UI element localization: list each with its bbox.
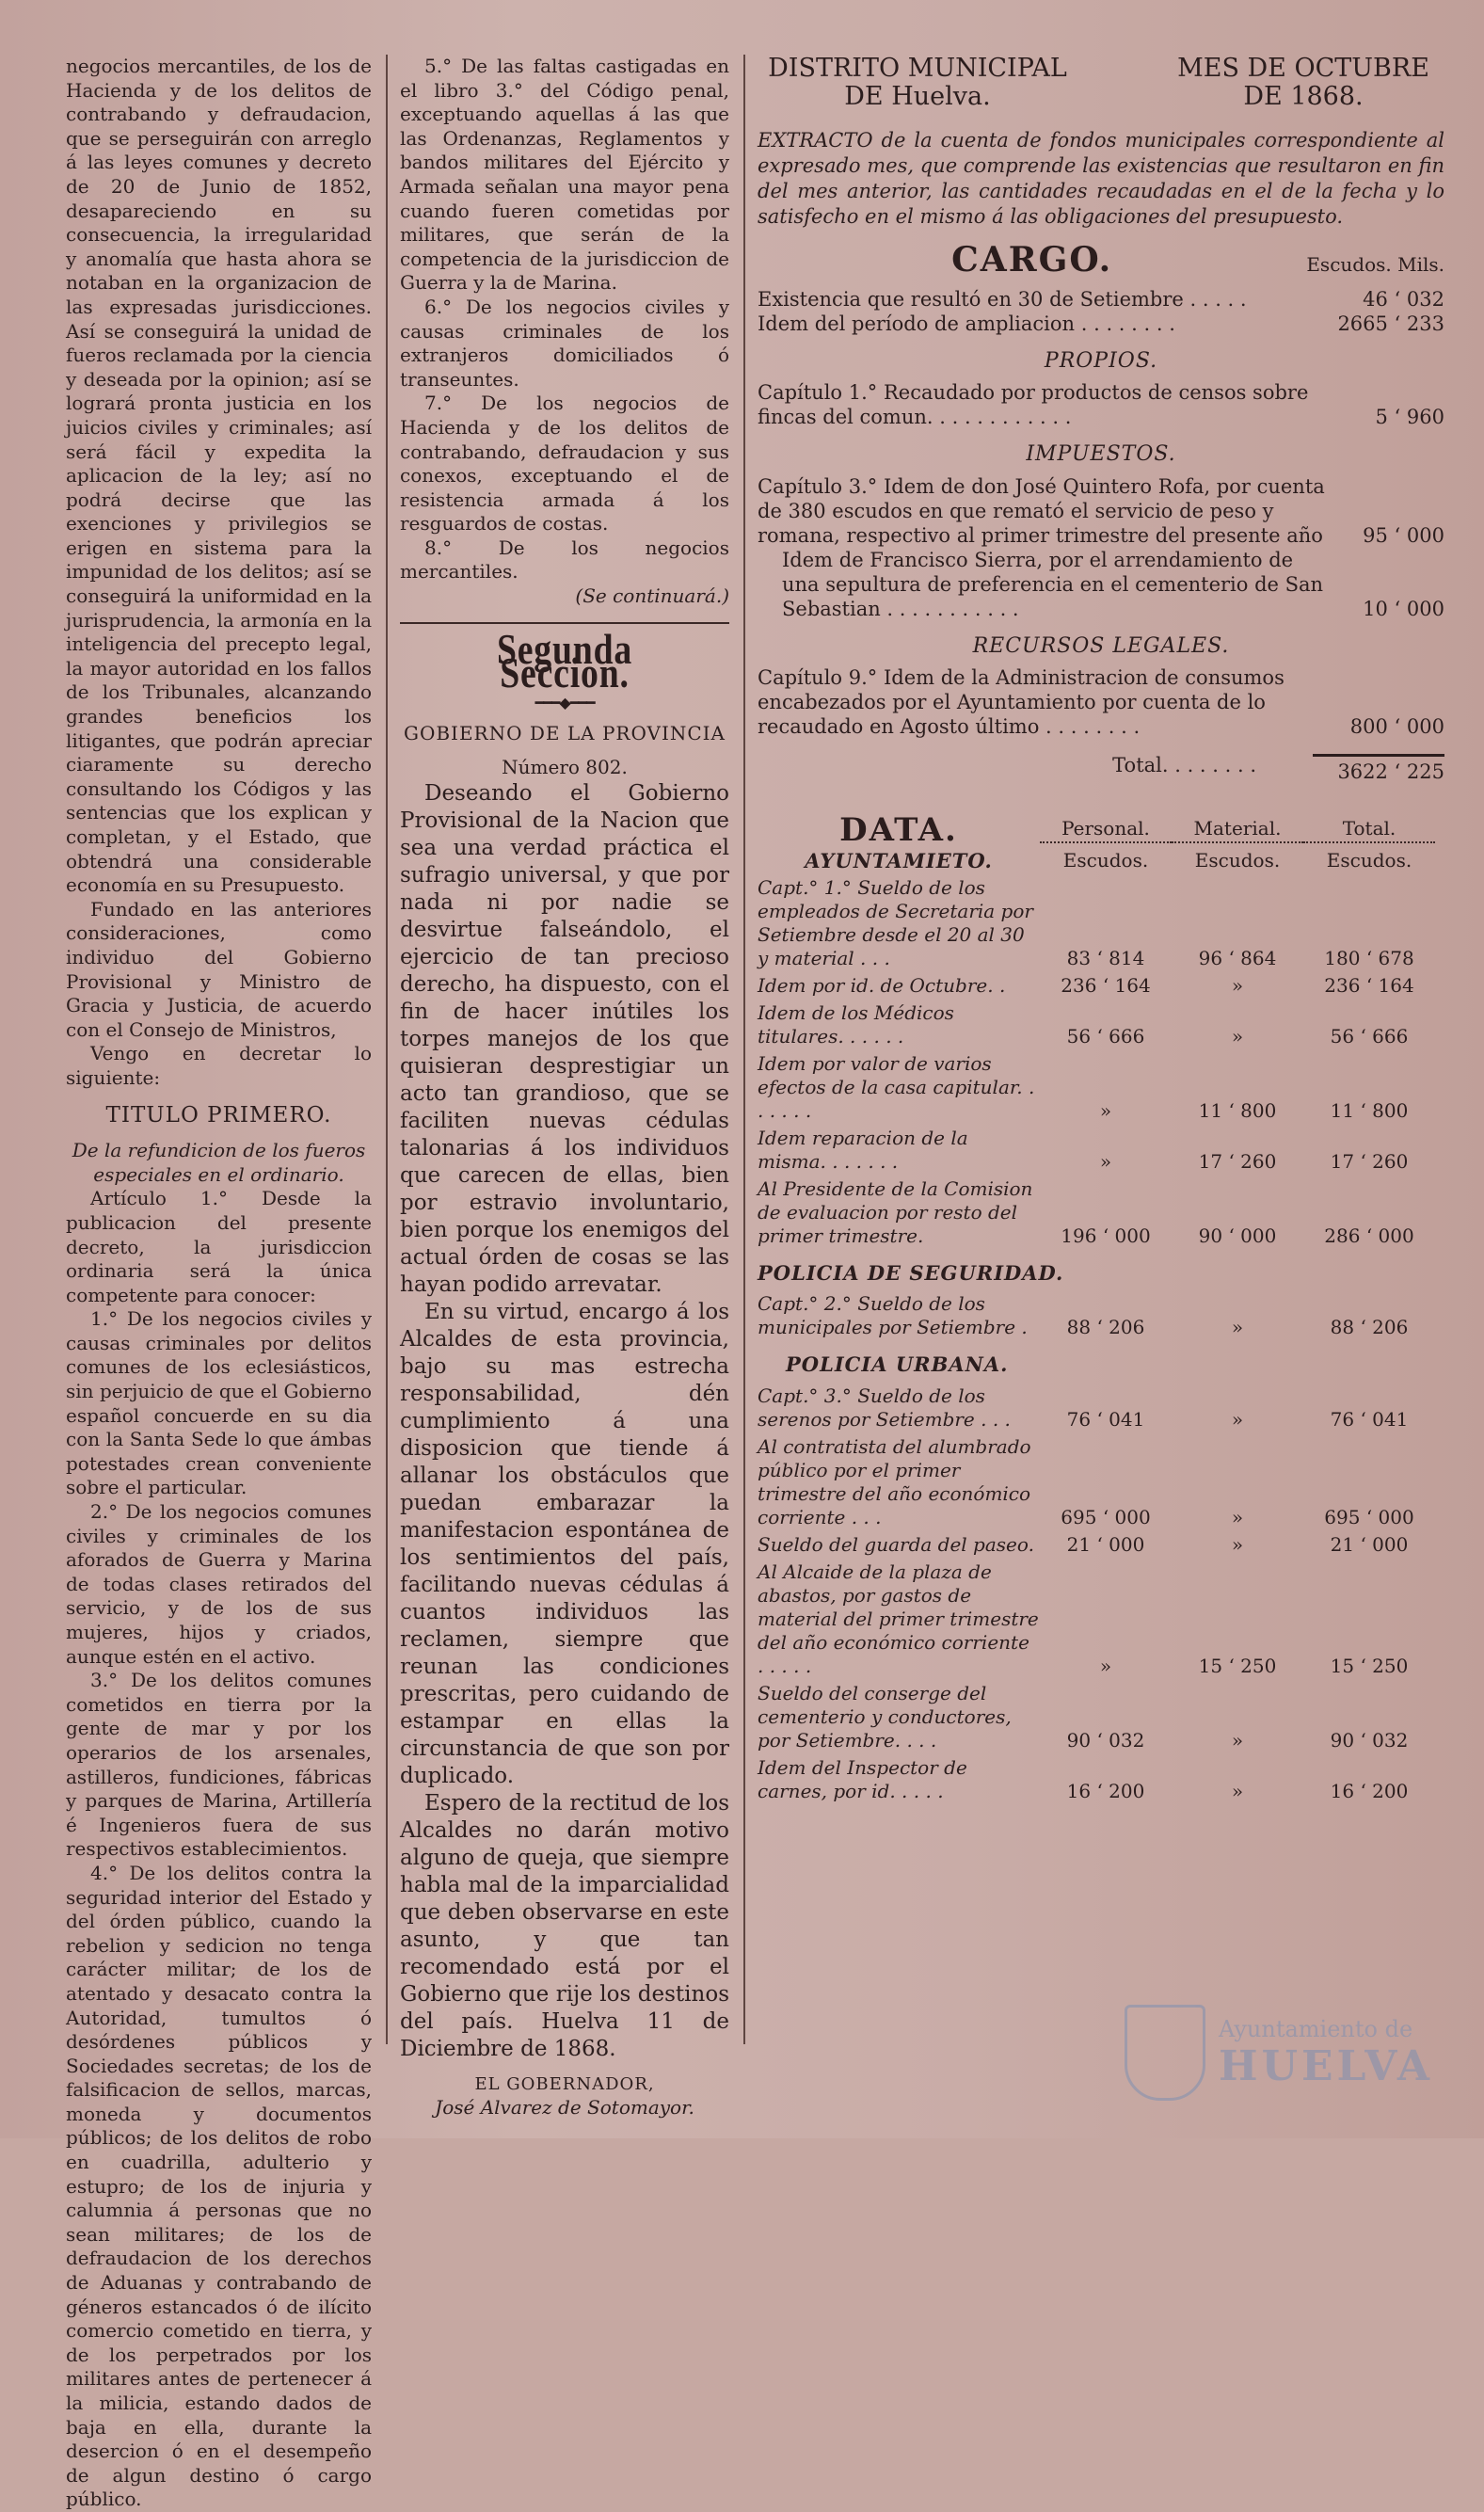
cell-total: 15 ‘ 250 xyxy=(1330,1654,1409,1677)
group-heading: PROPIOS. xyxy=(1044,348,1158,373)
table-row xyxy=(758,974,1444,998)
cell-total: 21 ‘ 000 xyxy=(1330,1532,1409,1556)
column-divider xyxy=(386,55,388,2044)
row-desc: Capt.° 2.° Sueldo de los municipales por Setiembre . xyxy=(758,1292,1028,1339)
cell-personal: 196 ‘ 000 xyxy=(1061,1224,1151,1247)
cell-total: 17 ‘ 260 xyxy=(1330,1149,1409,1173)
row-desc: Idem por valor de varios efectos de la casa capitular. . . . . . . xyxy=(758,1051,1035,1122)
cell-personal: 21 ‘ 000 xyxy=(1066,1532,1145,1556)
column-divider xyxy=(743,55,745,2044)
column-3 xyxy=(758,55,1444,1807)
cell-personal: » xyxy=(1099,1098,1112,1122)
cell-material: 17 ‘ 260 xyxy=(1198,1149,1277,1173)
header-total: Total. xyxy=(1303,817,1435,843)
unit-label: Escudos. xyxy=(1194,848,1281,872)
paragraph: negocios mercantiles, de los de Hacienda y de los delitos de contrabando y defraudacion, que se perseguirán con arreglo á las leyes comunes y decreto de 20 de Junio de 1852, desapareciendo en su consecuencia, la irregularidad y anomalía que hasta ahora se notaban en la organizacion de las expresadas jurisdicciones. Así se conseguirá la unidad de fueros reclamada por la ciencia y deseada por la opinion; así se logrará pronta justicia en los juicios civiles y criminales; así será fácil y expedita la aplicacion de la ley; así no podrá decirse que las exenciones y privilegios se erigen en sistema para la impunidad de los delitos; así se conseguirá la uniformidad en la jurisprudencia, la armonía en la inteligencia del precepto legal, la mayor autoridad en los fallos de los Tribunales, alcanzando grandes beneficios los litigantes, que podrán apreciar ciaramente su derecho consultando los Códigos y las sentencias que los explican y completan, y el Estado, que obtendrá una considerable economía en su Presupuesto. xyxy=(66,55,372,897)
cell-personal: » xyxy=(1099,1149,1112,1173)
table-row xyxy=(758,474,1444,548)
table-row xyxy=(758,548,1444,621)
table-body xyxy=(758,1292,1444,1339)
cell-total: 76 ‘ 041 xyxy=(1330,1407,1409,1431)
row-desc: Idem de los Médicos titulares. . . . . . xyxy=(758,1000,954,1048)
seal-icon xyxy=(1125,2005,1205,2101)
total-row xyxy=(758,754,1444,785)
group-heading: AYUNTAMIETO. xyxy=(805,848,993,872)
table-row xyxy=(758,1435,1444,1529)
cell-total: 16 ‘ 200 xyxy=(1330,1779,1409,1802)
cell-material: » xyxy=(1231,973,1244,997)
row-value: 5 ‘ 960 xyxy=(1375,406,1444,429)
row-desc: Al Alcaide de la plaza de abastos, por gastos de material del primer trimestre del año económico corriente . . . . . xyxy=(758,1560,1039,1677)
cargo-header xyxy=(758,240,1444,280)
list-item: 4.° De los delitos contra la seguridad interior del Estado y del órden público, cuando la rebelion y sedicion no tenga carácter militar; de los de atentado y desacato contra la Autoridad, tumultos ó desórdenes públicos y Sociedades secretas; de los de falsificacion de sellos, marcas, moneda y documentos públicos; de los delitos de robo en cuadrilla, adulterio y estupro; de los de injuria y calumnia á personas que no sean militares; de los de defraudacion de los derechos de Aduanas y contrabando de géneros estancados ó de ilícito comercio cometido en tierra, y de los perpetrados por los militares antes de pertenecer á la milicia, estando dados de baja en ella, durante la desercion ó en el desempeño de algun destino ó cargo público. xyxy=(66,1861,372,2511)
column-1 xyxy=(66,55,372,2512)
unit-label: Escudos. xyxy=(1062,848,1149,872)
total-value: 3622 ‘ 225 xyxy=(1313,754,1444,785)
header-personal: Personal. xyxy=(1040,817,1172,843)
watermark-line1: Ayuntamiento de xyxy=(1219,2015,1413,2042)
title-heading: TITULO PRIMERO. xyxy=(105,1102,332,1128)
ornament: ━━━◆━━━ xyxy=(535,693,595,712)
list-item: 7.° De los negocios de Hacienda y de los delitos de contrabando, defraudacion y sus conexos, exceptuando el de resistencia armada á los resguardos de costas. xyxy=(400,392,729,536)
cell-material: 90 ‘ 000 xyxy=(1198,1224,1277,1247)
cell-material: 11 ‘ 800 xyxy=(1198,1098,1277,1122)
data-title: DATA. xyxy=(839,810,958,849)
unit-label: Escudos. xyxy=(1326,848,1412,872)
district: DISTRITO MUNICIPAL DE Huelva. xyxy=(768,54,1067,111)
table-row xyxy=(758,1127,1444,1174)
row-desc: Idem del Inspector de carnes, por id. . . . . xyxy=(758,1755,967,1802)
group-heading: POLICIA DE SEGURIDAD. xyxy=(758,1260,1064,1285)
paragraph: Deseando el Gobierno Provisional de la Nacion que sea una verdad práctica el sufragio universal, y que por nada ni por nadie se desvirtue falseándolo, el ejercicio de tan precioso derecho, ha dispuesto, con el fin de hacer inútiles los torpes manejos de los que quisieran desprestigiar un acto tan grandioso, que se faciliten nuevas cédulas talonarias á los individuos que carecen de ellas, bien por estravio involuntario, bien porque los enemigos del actual órden de cosas se las hayan podido arrevatar. xyxy=(400,780,729,1297)
account-header xyxy=(758,55,1444,111)
decree-number: Número 802. xyxy=(502,756,628,779)
table-row xyxy=(758,287,1444,312)
cell-personal: 16 ‘ 200 xyxy=(1066,1779,1145,1802)
table-row xyxy=(758,1177,1444,1248)
group-heading: POLICIA URBANA. xyxy=(786,1352,1009,1377)
government-heading: GOBIERNO DE LA PROVINCIA xyxy=(403,722,726,745)
row-desc: Capt.° 3.° Sueldo de los serenos por Setiembre . . . xyxy=(758,1384,1011,1431)
list-item: 6.° De los negocios civiles y causas criminales de los extranjeros domiciliados ó transeuntes. xyxy=(400,295,729,391)
cargo-title: CARGO. xyxy=(951,240,1113,280)
row-desc: Capt.° 1.° Sueldo de los empleados de Secretaria por Setiembre desde el 20 al 30 y material . . . xyxy=(758,875,1033,969)
paragraph: Espero de la rectitud de los Alcaldes no darán motivo alguno de queja, que siempre habla mal de la imparcialidad que deben observarse en este asunto, y que tan recomendado está por el Gobierno que rije los destinos del país. Huelva 11 de Diciembre de 1868. xyxy=(400,1790,729,2061)
table-row xyxy=(758,1384,1444,1432)
row-desc: Idem por id. de Octubre. . xyxy=(758,973,1006,997)
divider xyxy=(400,622,729,624)
signature-title: EL GOBERNADOR, xyxy=(474,2073,655,2094)
cell-material: » xyxy=(1231,1505,1244,1528)
row-desc: Capítulo 3.° Idem de don José Quintero Rofa, por cuenta de 380 escudos en que remató el servicio de peso y romana, respectivo al primer trimestre del presente año xyxy=(758,474,1325,547)
row-desc: Al contratista del alumbrado público por el primer trimestre del año económico corriente . . . xyxy=(758,1434,1031,1528)
row-desc: Al Presidente de la Comision de evaluacion por resto del primer trimestre. xyxy=(758,1176,1033,1247)
cell-total: 11 ‘ 800 xyxy=(1330,1098,1409,1122)
table-row xyxy=(758,312,1444,336)
cell-total: 88 ‘ 206 xyxy=(1330,1316,1409,1339)
table-row xyxy=(758,876,1444,970)
units-label: Escudos. Mils. xyxy=(1306,253,1444,276)
section-title: Segunda Seccion. xyxy=(496,624,633,697)
row-desc: Idem de Francisco Sierra, por el arrendamiento de una sepultura de preferencia en el cementerio de San Sebastian . . . . . . . . . . . xyxy=(782,548,1324,620)
cell-personal: 90 ‘ 032 xyxy=(1066,1728,1145,1752)
row-desc: Sueldo del conserge del cementerio y conductores, por Setiembre. . . . xyxy=(758,1681,1012,1752)
row-desc: Existencia que resultó en 30 de Setiembre . . . . . xyxy=(758,287,1247,311)
table-row xyxy=(758,1052,1444,1123)
cell-material: » xyxy=(1231,1532,1244,1556)
row-value: 46 ‘ 032 xyxy=(1363,287,1444,311)
data-header xyxy=(758,810,1444,849)
cell-personal: 236 ‘ 164 xyxy=(1061,973,1151,997)
cell-total: 286 ‘ 000 xyxy=(1324,1224,1414,1247)
table-body xyxy=(758,1384,1444,1803)
table-row xyxy=(758,380,1444,429)
row-value: 10 ‘ 000 xyxy=(1363,597,1444,620)
table-row xyxy=(758,1682,1444,1752)
paragraph: En su virtud, encargo á los Alcaldes de esta provincia, bajo su mas estrecha responsabilidad, dén cumplimiento á una disposicion que tiende á allanar los obstáculos que puedan embarazar la manifestacion espontánea de los sentimientos del país, facilitando nuevas cédulas á cuantos individuos las reclamen, siempre que reunan las condiciones prescritas, pero cuidando de estampar en ellas la circunstancia de que son por duplicado. xyxy=(400,1299,729,1788)
row-desc: Capítulo 9.° Idem de la Administracion de consumos encabezados por el Ayuntamiento por cuenta de lo recaudado en Agosto último . . . . . . . . xyxy=(758,666,1285,739)
cell-material: » xyxy=(1231,1779,1244,1802)
cell-total: 695 ‘ 000 xyxy=(1324,1505,1414,1528)
row-desc: Capítulo 1.° Recaudado por productos de censos sobre fincas del comun. . . . . . . . . . . . xyxy=(758,381,1309,429)
cell-total: 180 ‘ 678 xyxy=(1324,946,1414,969)
row-value: 800 ‘ 000 xyxy=(1349,715,1444,739)
continued-note: (Se continuará.) xyxy=(575,584,729,608)
list-item: 5.° De las faltas castigadas en el libro 3.° del Código penal, exceptuando aquellas á las que las Ordenanzas, Reglamentos y bandos militares del Ejército y Armada señalan una mayor pena cuando fueren cometidas por militares, que serán de la competencia de la jurisdiccion de Guerra y la de Marina. xyxy=(400,55,729,295)
group-heading: RECURSOS LEGALES. xyxy=(972,633,1230,658)
subtitle: De la refundicion de los fueros especiales en el ordinario. xyxy=(72,1139,366,1186)
cell-personal: 76 ‘ 041 xyxy=(1066,1407,1145,1431)
paragraph: Vengo en decretar lo siguiente: xyxy=(66,1042,372,1089)
cell-material: » xyxy=(1231,1316,1244,1339)
paragraph: Fundado en las anteriores consideraciones, como individuo del Gobierno Provisional y Ministro de Gracia y Justicia, de acuerdo con el Consejo de Ministros, xyxy=(66,897,372,1041)
table-row xyxy=(758,1292,1444,1339)
row-desc: Idem del período de ampliacion . . . . . . . . xyxy=(758,312,1175,335)
table-body xyxy=(758,876,1444,1248)
cell-total: 56 ‘ 666 xyxy=(1330,1024,1409,1048)
cell-personal: 56 ‘ 666 xyxy=(1066,1024,1145,1048)
extract-description: EXTRACTO de la cuenta de fondos municipales correspondiente al expresado mes, que comprende las existencias que resultaron en fin del mes anterior, las cantidades recaudadas en el de la fecha y lo satisfecho en el mismo á las obligaciones del presupuesto. xyxy=(758,129,1444,228)
list-item: 8.° De los negocios mercantiles. xyxy=(400,536,729,584)
month: MES DE OCTUBRE DE 1868. xyxy=(1177,54,1429,111)
cell-material: » xyxy=(1231,1024,1244,1048)
list-item: 2.° De los negocios comunes civiles y criminales de los aforados de Guerra y Marina de todas clases retirados del servicio, y de los de sus mujeres, hijos y criados, aunque estén en el activo. xyxy=(66,1500,372,1668)
group-heading: IMPUESTOS. xyxy=(1026,442,1176,467)
table-row xyxy=(758,665,1444,739)
list-item: 1.° De los negocios civiles y causas criminales por delitos comunes de los eclesiásticos, sin perjuicio de que el Gobierno español concuerde en su dia con la Santa Sede lo que ámbas potestades crean conveniente sobre el particular. xyxy=(66,1307,372,1499)
table-row xyxy=(758,1756,1444,1803)
cell-total: 236 ‘ 164 xyxy=(1324,973,1414,997)
watermark xyxy=(1125,2005,1433,2101)
article-paragraph: Artículo 1.° Desde la publicacion del presente decreto, la jurisdiccion ordinaria será la única competente para conocer: xyxy=(66,1187,372,1306)
cell-material: 96 ‘ 864 xyxy=(1198,946,1277,969)
cell-personal: 88 ‘ 206 xyxy=(1066,1316,1145,1339)
cell-personal: 695 ‘ 000 xyxy=(1061,1505,1151,1528)
cell-personal: » xyxy=(1099,1654,1112,1677)
row-desc: Idem reparacion de la misma. . . . . . . xyxy=(758,1126,968,1173)
table-row xyxy=(758,1001,1444,1048)
watermark-line2: HUELVA xyxy=(1219,2041,1434,2090)
row-value: 2665 ‘ 233 xyxy=(1337,312,1444,335)
units-row xyxy=(758,849,1444,872)
cell-personal: 83 ‘ 814 xyxy=(1066,946,1145,969)
cell-material: » xyxy=(1231,1728,1244,1752)
header-material: Material. xyxy=(1172,817,1303,843)
column-2 xyxy=(400,55,729,2120)
table-row xyxy=(758,1533,1444,1557)
row-value: 95 ‘ 000 xyxy=(1363,523,1444,547)
total-label: Total. . . . . . . . xyxy=(1112,754,1256,777)
cell-material: 15 ‘ 250 xyxy=(1198,1654,1277,1677)
list-item: 3.° De los delitos comunes cometidos en tierra por la gente de mar y por los operarios de los arsenales, astilleros, fundiciones, fábricas y parques de Marina, Artillería é Ingenieros fuera de sus respectivos establecimientos. xyxy=(66,1669,372,1861)
row-desc: Sueldo del guarda del paseo. xyxy=(758,1532,1034,1556)
cell-total: 90 ‘ 032 xyxy=(1330,1728,1409,1752)
signature-name: José Alvarez de Sotomayor. xyxy=(435,2096,694,2120)
cell-material: » xyxy=(1231,1407,1244,1431)
table-row xyxy=(758,1560,1444,1678)
